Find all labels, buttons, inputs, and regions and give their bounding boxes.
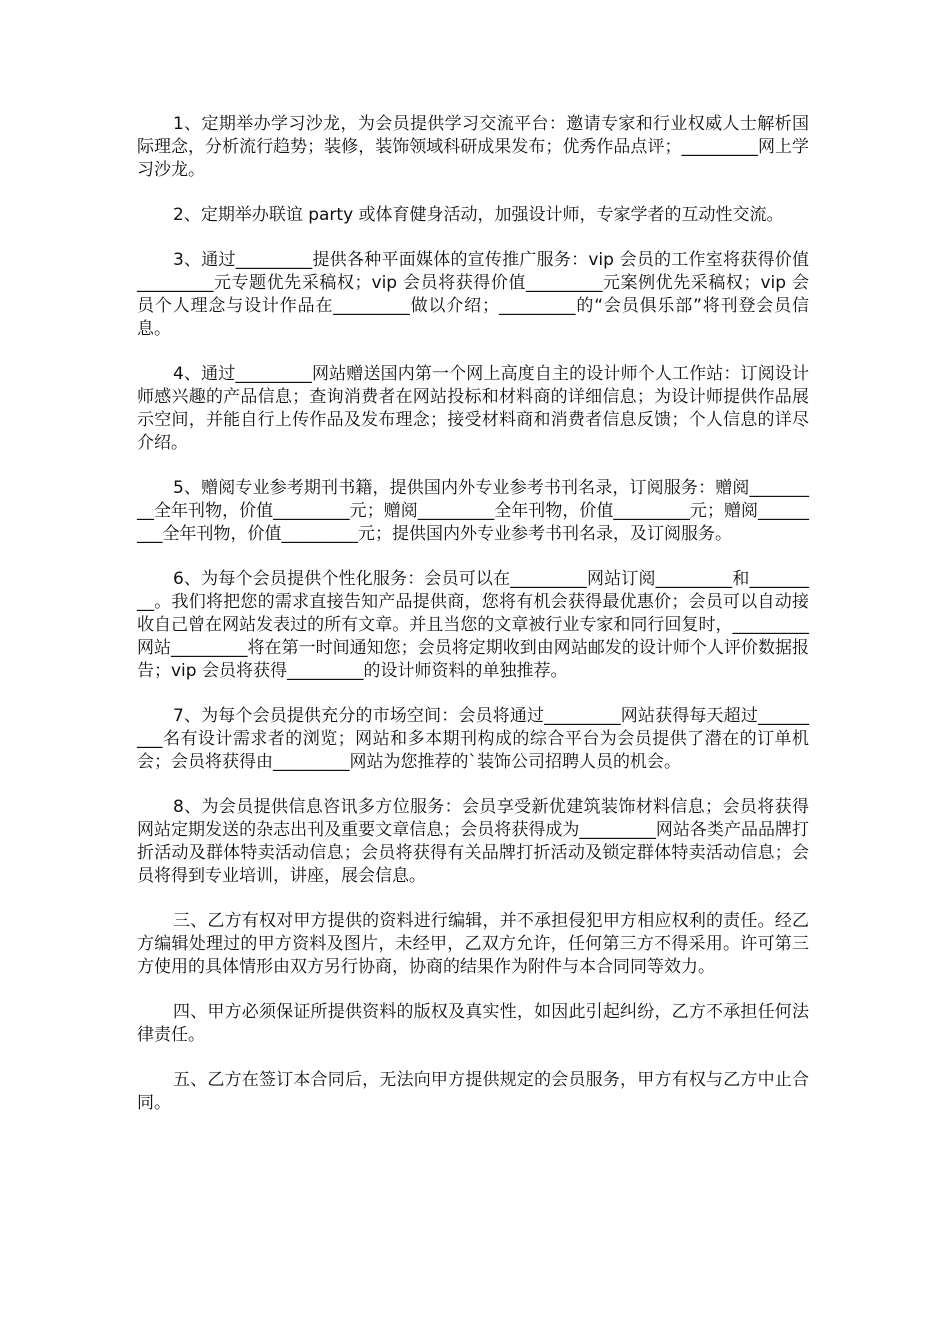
clause-three: 三、乙方有权对甲方提供的资料进行编辑，并不承担侵犯甲方相应权利的责任。经乙方编辑处理过的甲方资料及图片，未经甲，乙双方允许，任何第三方不得采用。许可第三方使用的具体情形由双方另行协商，协商的结果作为附件与本合同同等效力。 (137, 911, 809, 977)
paragraph-item-5: 5、赠阅专业参考期刊书籍，提供国内外专业参考书刊名录，订阅服务：赠阅_________全年刊物，价值_________元；赠阅_________全年刊物，价值_________元；赠阅_________全年刊物，价值_________元；提供国内外专业参考书刊名录，及订阅服务。 (137, 478, 809, 544)
paragraph-item-2: 2、定期举办联谊 party 或体育健身活动，加强设计师，专家学者的互动性交流。 (173, 205, 784, 225)
clause-five: 五、乙方在签订本合同后，无法向甲方提供规定的会员服务，甲方有权与乙方中止合同。 (137, 1070, 809, 1113)
paragraph-item-7: 7、为每个会员提供充分的市场空间：会员将通过_________网站获得每天超过_________名有设计需求者的浏览；网站和多本期刊构成的综合平台为会员提供了潜在的订单机会；会员将获得由_________网站为您推荐的`装饰公司招聘人员的机会。 (137, 706, 809, 772)
document-body (137, 113, 809, 1137)
paragraph-item-3: 3、通过_________提供各种平面媒体的宣传推广服务：vip 会员的工作室将获得价值_________元专题优先采稿权；vip 会员将获得价值_________元案例优先采稿权；vip 会员个人理念与设计作品在_________做以介绍；_________的“会员俱乐部”将刊登会员信息。 (137, 250, 809, 339)
paragraph-item-1: 1、定期举办学习沙龙，为会员提供学习交流平台：邀请专家和行业权威人士解析国际理念，分析流行趋势；装修，装饰领域科研成果发布；优秀作品点评；_________网上学习沙龙。 (137, 114, 809, 180)
paragraph-item-4: 4、通过_________网站赠送国内第一个网上高度自主的设计师个人工作站：订阅设计师感兴趣的产品信息；查询消费者在网站投标和材料商的详细信息；为设计师提供作品展示空间，并能自行上传作品及发布理念；接受材料商和消费者信息反馈；个人信息的详尽介绍。 (137, 364, 809, 453)
clause-four: 四、甲方必须保证所提供资料的版权及真实性，如因此引起纠纷，乙方不承担任何法律责任。 (137, 1002, 809, 1045)
paragraph-item-8: 8、为会员提供信息咨讯多方位服务：会员享受新优建筑装饰材料信息；会员将获得网站定期发送的杂志出刊及重要文章信息；会员将获得成为_________网站各类产品品牌打折活动及群体特卖活动信息；会员将获得有关品牌打折活动及锁定群体特卖活动信息；会员将得到专业培训，讲座，展会信息。 (137, 797, 809, 886)
paragraph-item-6: 6、为每个会员提供个性化服务：会员可以在_________网站订阅_________和_________。我们将把您的需求直接告知产品提供商，您将有机会获得最优惠价；会员可以自动接收自己曾在网站发表过的所有文章。并且当您的文章被行业专家和同行回复时，_________网站_________将在第一时间通知您；会员将定期收到由网站邮发的设计师个人评价数据报告；vip 会员将获得_________的设计师资料的单独推荐。 (137, 569, 809, 681)
